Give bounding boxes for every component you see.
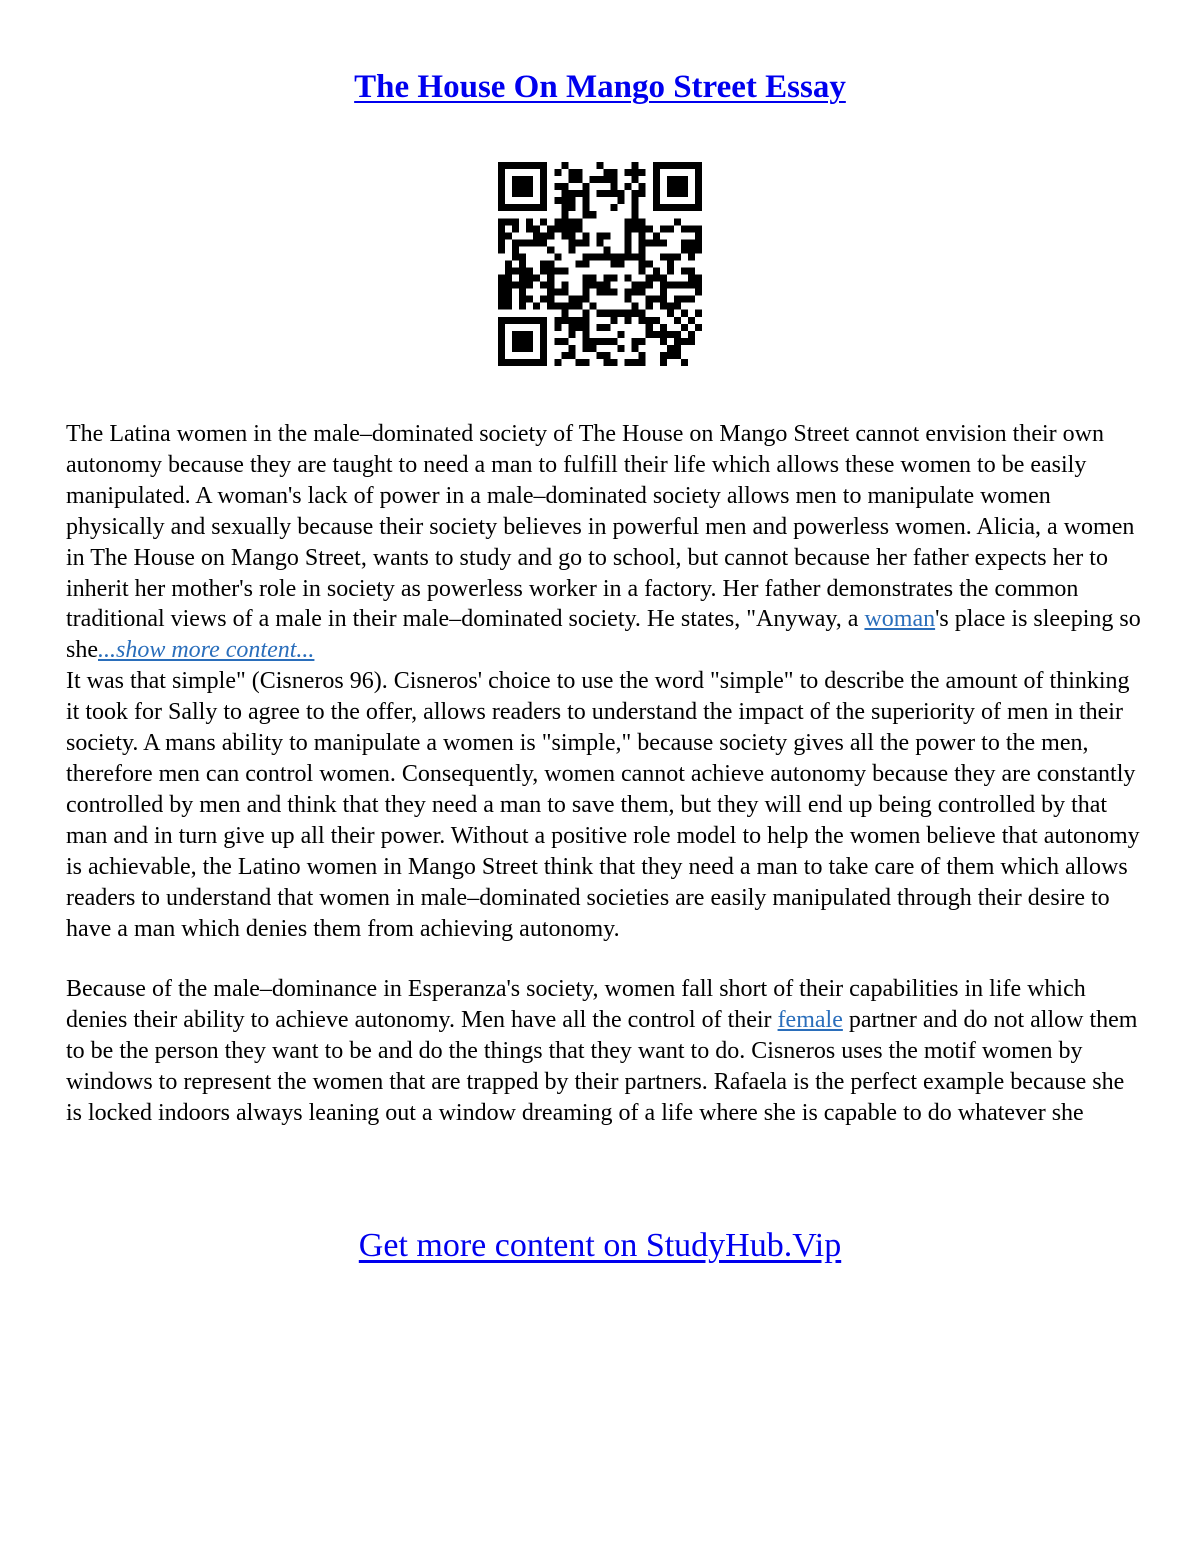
essay-body	[66, 419, 1146, 1129]
paragraph-2-after-link: partner and do not allow them to be the person they want to be and do the things that they want to do. Cisneros uses the motif women by windows to represent the women that are trapped by their partners. Rafaela is the perfect example because she is locked indoors always leaning out a window dreaming of a life where she is capable to do whatever she	[66, 1007, 1138, 1127]
female-link[interactable]: female	[777, 1007, 843, 1034]
document-title	[0, 62, 1200, 112]
paragraph-1-after-link: 's place is sleeping so she	[66, 606, 1141, 664]
paragraph-1-text: The Latina women in the male–dominated society of The House on Mango Street cannot envision their own autonomy because they are taught to need a man to fulfill their life which allows these women to be easily manipulated. A woman's lack of power in a male–dominated society allows men to manipulate women physically and sexually because their society believes in powerful men and powerless women. Alicia, a women in The House on Mango Street, wants to study and go to school, but cannot because her father expects her to inherit her mother's role in society as powerless worker in a factory. Her father demonstrates the common traditional views of a male in their male–dominated society. He states, "Anyway, a	[66, 421, 1135, 633]
paragraph-1-continuation: It was that simple" (Cisneros 96). Cisneros' choice to use the word "simple" to describe the amount of thinking it took for Sally to agree to the offer, allows readers to understand the impact of the superiority of men in their society. A mans ability to manipulate a women is "simple," because society gives all the power to the men, therefore men can control women. Consequently, women cannot achieve autonomy because they are constantly controlled by men and think that they need a man to save them, but they will end up being controlled by that man and in turn give up all their power. Without a positive role model to help the women believe that autonomy is achievable, the Latino women in Mango Street think that they need a man to take care of them which allows readers to understand that women in male–dominated societies are easily manipulated through their desire to have a man which denies them from achieving autonomy.	[66, 668, 1140, 942]
footer	[0, 1222, 1200, 1270]
qr-code-image	[498, 162, 702, 366]
show-more-link[interactable]: ...show more content...	[98, 637, 315, 664]
studyhub-link[interactable]: Get more content on StudyHub.Vip	[358, 1227, 842, 1264]
title-link[interactable]: The House On Mango Street Essay	[354, 69, 846, 105]
paragraph-2	[66, 974, 1146, 1129]
woman-link[interactable]: woman	[864, 606, 936, 633]
paragraph-1	[66, 419, 1146, 944]
paragraph-2-text: Because of the male–dominance in Esperanza's society, women fall short of their capabilities in life which denies their ability to achieve autonomy. Men have all the control of their	[66, 976, 1086, 1034]
